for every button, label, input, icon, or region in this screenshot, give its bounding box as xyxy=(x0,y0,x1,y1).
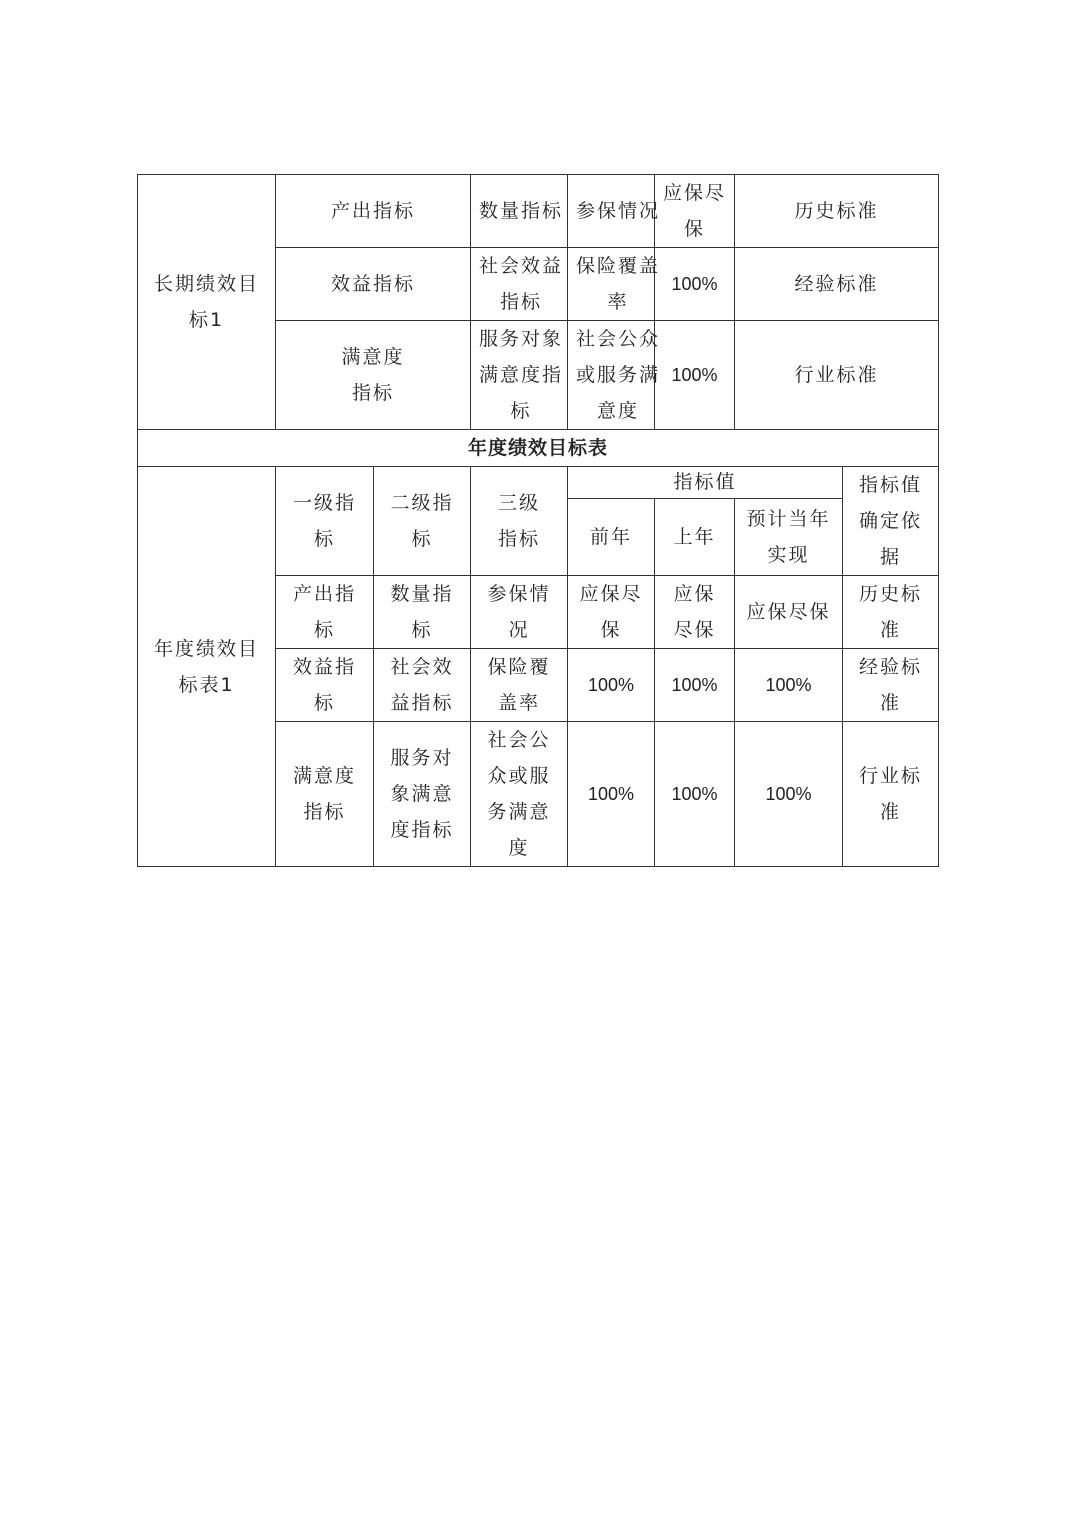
annual-target-table xyxy=(137,466,939,867)
annual-header-l2: 二级指标 xyxy=(374,467,471,576)
annual-header-basis: 指标值确定依据 xyxy=(843,467,939,576)
lt-basis-cell: 经验标准 xyxy=(735,248,939,321)
annual-prev-cell: 应保尽保 xyxy=(568,576,655,649)
annual-basis-cell: 历史标准 xyxy=(843,576,939,649)
lt-l3-cell: 参保情况 xyxy=(568,175,655,248)
performance-target-table xyxy=(137,174,939,467)
annual-l1-cell: 效益指标 xyxy=(276,649,374,722)
annual-l3-cell: 社会公众或服务满意度 xyxy=(471,722,568,867)
annual-title-row xyxy=(138,430,939,467)
annual-basis-cell: 经验标准 xyxy=(843,649,939,722)
lt-l2-cell: 社会效益指标 xyxy=(471,248,568,321)
annual-l3-cell: 保险覆盖率 xyxy=(471,649,568,722)
annual-l2-cell: 服务对象满意度指标 xyxy=(374,722,471,867)
annual-l3-cell: 参保情况 xyxy=(471,576,568,649)
annual-last-cell: 100% xyxy=(655,722,735,867)
lt-l3-cell: 保险覆盖率 xyxy=(568,248,655,321)
annual-table-title: 年度绩效目标表 xyxy=(138,430,939,467)
lt-l3-cell: 社会公众或服务满意度 xyxy=(568,321,655,430)
annual-prev-cell: 100% xyxy=(568,649,655,722)
long-term-row-output xyxy=(138,175,939,248)
annual-header-l1: 一级指标 xyxy=(276,467,374,576)
annual-expected-cell: 应保尽保 xyxy=(735,576,843,649)
annual-header-row-1 xyxy=(138,467,939,499)
annual-header-l3: 三级指标 xyxy=(471,467,568,576)
lt-basis-cell: 历史标准 xyxy=(735,175,939,248)
annual-basis-cell: 行业标准 xyxy=(843,722,939,867)
lt-l1-cell: 效益指标 xyxy=(276,248,471,321)
lt-value-cell: 100% xyxy=(655,321,735,430)
annual-l2-cell: 数量指标 xyxy=(374,576,471,649)
annual-header-prev-year: 前年 xyxy=(568,498,655,575)
lt-l2-cell: 服务对象满意度指标 xyxy=(471,321,568,430)
annual-l1-cell: 满意度指标 xyxy=(276,722,374,867)
lt-l1-cell: 满意度指标 xyxy=(276,321,471,430)
performance-target-sheet xyxy=(137,174,939,867)
annual-l1-cell: 产出指标 xyxy=(276,576,374,649)
lt-value-cell: 应保尽保 xyxy=(655,175,735,248)
lt-l1-cell: 产出指标 xyxy=(276,175,471,248)
annual-prev-cell: 100% xyxy=(568,722,655,867)
long-term-label: 长期绩效目标1 xyxy=(138,175,276,430)
annual-last-cell: 100% xyxy=(655,649,735,722)
annual-last-cell: 应保尽保 xyxy=(655,576,735,649)
lt-basis-cell: 行业标准 xyxy=(735,321,939,430)
annual-expected-cell: 100% xyxy=(735,649,843,722)
annual-header-expected: 预计当年实现 xyxy=(735,498,843,575)
annual-header-last-year: 上年 xyxy=(655,498,735,575)
annual-header-value-group: 指标值 xyxy=(568,467,843,499)
annual-label: 年度绩效目标表1 xyxy=(138,467,276,867)
annual-l2-cell: 社会效益指标 xyxy=(374,649,471,722)
lt-l2-cell: 数量指标 xyxy=(471,175,568,248)
lt-value-cell: 100% xyxy=(655,248,735,321)
annual-expected-cell: 100% xyxy=(735,722,843,867)
